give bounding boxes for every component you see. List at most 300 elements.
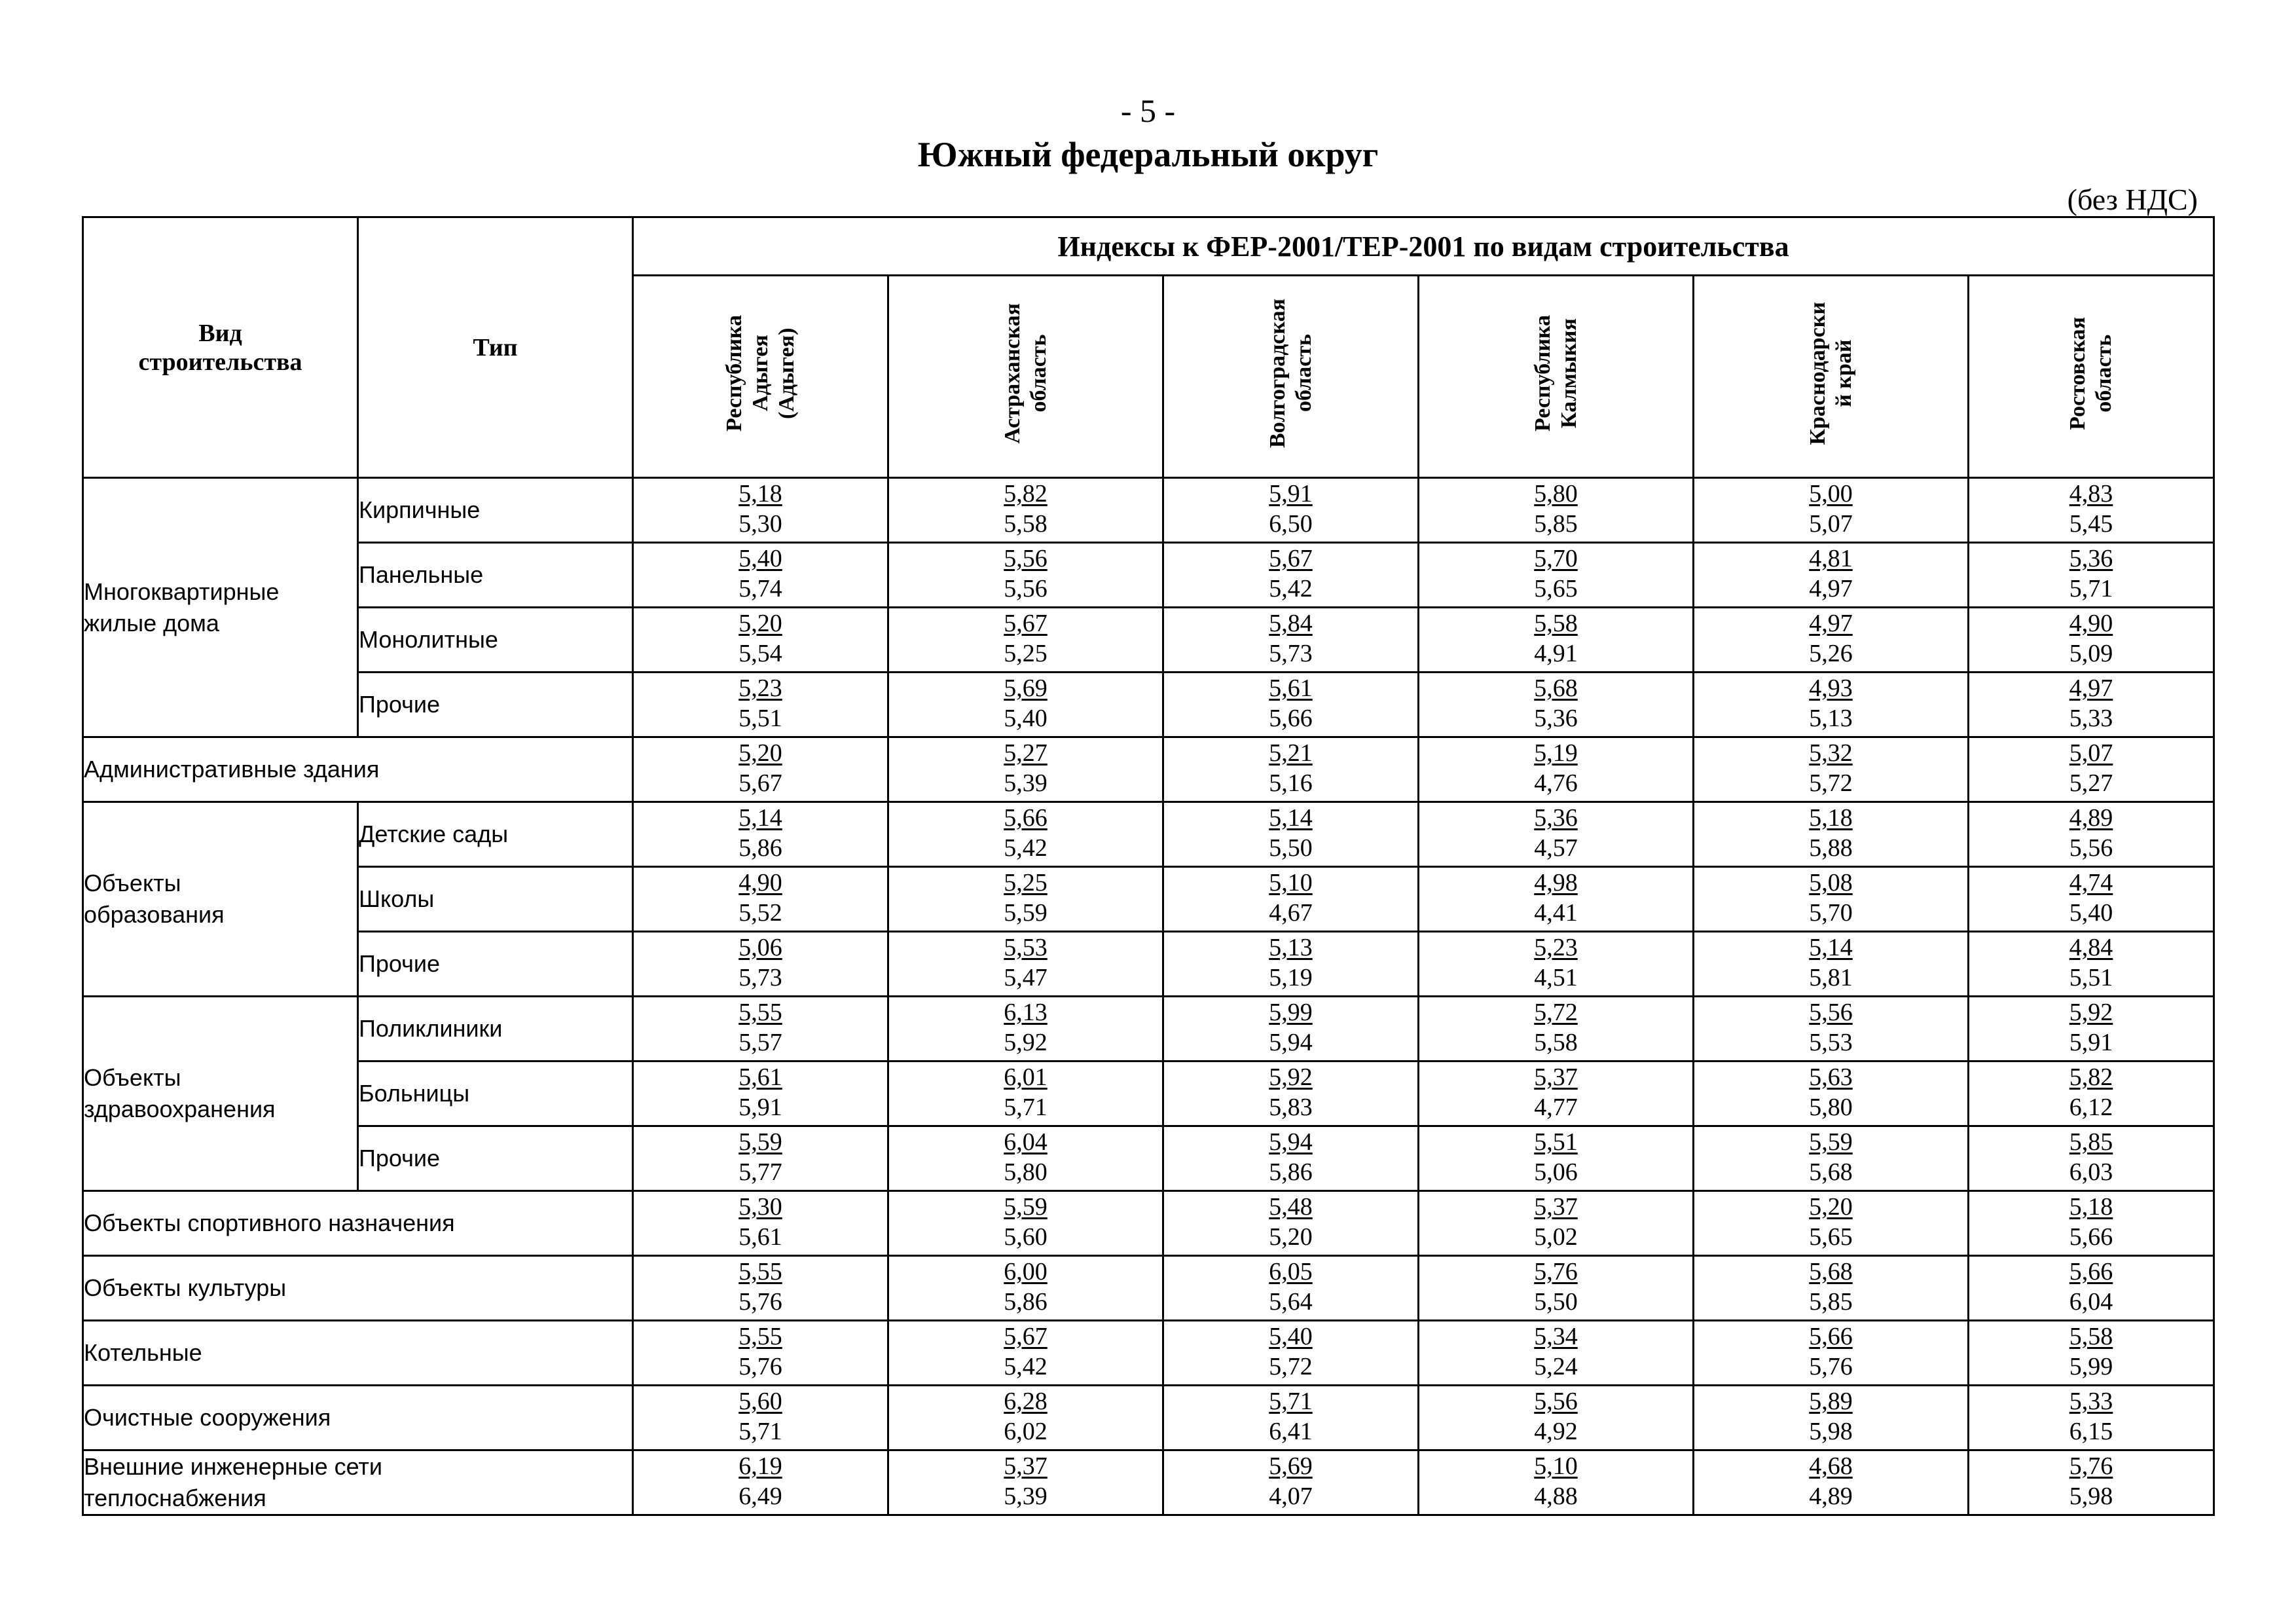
index-ter-value: 5,24 bbox=[1534, 1353, 1578, 1380]
index-ter-value: 5,27 bbox=[2069, 769, 2113, 797]
index-cell bbox=[1163, 608, 1419, 673]
type-cell: Школы bbox=[358, 867, 633, 932]
construction-kind-cell bbox=[83, 802, 358, 997]
index-ter-value: 5,52 bbox=[738, 899, 782, 927]
index-ter-value: 5,66 bbox=[2069, 1223, 2113, 1251]
index-ter-value: 6,03 bbox=[2069, 1158, 2113, 1186]
index-ter-value: 5,76 bbox=[738, 1288, 782, 1316]
region-name-line: Республика bbox=[1530, 315, 1555, 432]
index-fer-value: 4,89 bbox=[2069, 804, 2113, 832]
index-cell bbox=[1969, 1126, 2214, 1191]
index-ter-value: 5,64 bbox=[1269, 1288, 1313, 1316]
index-cell bbox=[1419, 737, 1694, 802]
index-ter-value: 5,45 bbox=[2069, 510, 2113, 538]
index-ter-value: 5,65 bbox=[1534, 575, 1578, 602]
index-cell bbox=[1969, 1321, 2214, 1386]
index-ter-value: 5,85 bbox=[1809, 1288, 1853, 1316]
table-row bbox=[83, 737, 2214, 802]
index-ter-value: 5,73 bbox=[738, 964, 782, 991]
table-row bbox=[83, 1256, 2214, 1321]
index-ter-value: 5,86 bbox=[1269, 1158, 1313, 1186]
region-header bbox=[1694, 276, 1969, 478]
index-fer-value: 5,33 bbox=[2069, 1388, 2113, 1415]
region-name-line: Ростовская bbox=[2066, 316, 2090, 430]
index-fer-value: 6,19 bbox=[738, 1452, 782, 1480]
type-cell: Прочие bbox=[358, 673, 633, 737]
index-ter-value: 6,49 bbox=[738, 1483, 782, 1510]
index-cell bbox=[633, 802, 888, 867]
index-cell bbox=[1419, 608, 1694, 673]
index-cell bbox=[1969, 1450, 2214, 1515]
index-ter-value: 5,80 bbox=[1004, 1158, 1048, 1186]
index-fer-value: 5,18 bbox=[1809, 804, 1853, 832]
index-fer-value: 5,51 bbox=[1534, 1128, 1578, 1156]
index-fer-value: 5,61 bbox=[1269, 674, 1313, 702]
index-ter-value: 5,19 bbox=[1269, 964, 1313, 991]
index-fer-value: 5,19 bbox=[1534, 739, 1578, 767]
index-cell bbox=[633, 1450, 888, 1515]
header-construction-kind-line: строительства bbox=[138, 348, 302, 376]
index-cell bbox=[633, 1256, 888, 1321]
index-cell bbox=[1163, 673, 1419, 737]
type-cell: Поликлиники bbox=[358, 997, 633, 1061]
index-fer-value: 5,37 bbox=[1534, 1193, 1578, 1221]
construction-kind-line: Объекты спортивного назначения bbox=[84, 1209, 455, 1236]
index-ter-value: 5,58 bbox=[1004, 510, 1048, 538]
index-cell bbox=[1419, 1061, 1694, 1126]
index-ter-value: 5,42 bbox=[1004, 834, 1048, 862]
index-cell bbox=[1694, 543, 1969, 608]
index-fer-value: 5,68 bbox=[1809, 1258, 1853, 1285]
type-cell: Монолитные bbox=[358, 608, 633, 673]
index-cell bbox=[888, 1321, 1163, 1386]
index-fer-value: 5,37 bbox=[1534, 1063, 1578, 1091]
index-ter-value: 5,81 bbox=[1809, 964, 1853, 991]
index-cell bbox=[1969, 1191, 2214, 1256]
index-ter-value: 5,58 bbox=[1534, 1029, 1578, 1056]
index-fer-value: 5,84 bbox=[1269, 610, 1313, 637]
index-ter-value: 5,39 bbox=[1004, 769, 1048, 797]
index-cell bbox=[1419, 673, 1694, 737]
index-cell bbox=[1694, 1321, 1969, 1386]
index-ter-value: 5,33 bbox=[2069, 705, 2113, 732]
index-cell bbox=[1163, 543, 1419, 608]
index-fer-value: 5,40 bbox=[1269, 1323, 1313, 1350]
index-ter-value: 5,20 bbox=[1269, 1223, 1313, 1251]
index-cell bbox=[1163, 1256, 1419, 1321]
index-fer-value: 5,32 bbox=[1809, 739, 1853, 767]
index-fer-value: 5,82 bbox=[1004, 480, 1048, 507]
index-fer-value: 4,83 bbox=[2069, 480, 2113, 507]
index-fer-value: 5,76 bbox=[1534, 1258, 1578, 1285]
index-fer-value: 5,14 bbox=[1269, 804, 1313, 832]
construction-kind-cell bbox=[83, 1256, 633, 1321]
index-cell bbox=[1163, 1450, 1419, 1515]
index-fer-value: 4,68 bbox=[1809, 1452, 1853, 1480]
index-fer-value: 6,04 bbox=[1004, 1128, 1048, 1156]
region-name bbox=[1000, 303, 1052, 444]
index-cell bbox=[1694, 673, 1969, 737]
region-name bbox=[721, 315, 800, 432]
construction-kind-line: здравоохранения bbox=[84, 1096, 276, 1122]
table-row bbox=[83, 867, 2214, 932]
index-fer-value: 4,74 bbox=[2069, 869, 2113, 896]
region-name-line: Адыгея bbox=[748, 335, 773, 412]
index-cell bbox=[1163, 802, 1419, 867]
index-cell bbox=[1694, 1450, 1969, 1515]
index-fer-value: 5,80 bbox=[1534, 480, 1578, 507]
index-ter-value: 6,50 bbox=[1269, 510, 1313, 538]
index-ter-value: 5,83 bbox=[1269, 1094, 1313, 1121]
table-row bbox=[83, 932, 2214, 997]
index-cell bbox=[1163, 867, 1419, 932]
type-cell: Панельные bbox=[358, 543, 633, 608]
index-fer-value: 5,36 bbox=[2069, 545, 2113, 572]
index-cell bbox=[1419, 1386, 1694, 1450]
region-name-line: Краснодарски bbox=[1805, 301, 1830, 445]
index-cell bbox=[633, 543, 888, 608]
index-cell bbox=[1694, 1256, 1969, 1321]
region-name-line: Астраханская bbox=[1000, 303, 1025, 444]
index-fer-value: 5,40 bbox=[738, 545, 782, 572]
index-fer-value: 5,21 bbox=[1269, 739, 1313, 767]
index-ter-value: 5,42 bbox=[1269, 575, 1313, 602]
index-cell bbox=[633, 867, 888, 932]
index-fer-value: 5,07 bbox=[2069, 739, 2113, 767]
region-name-line: Калмыкия bbox=[1556, 318, 1581, 428]
index-cell bbox=[633, 1321, 888, 1386]
index-cell bbox=[1694, 932, 1969, 997]
index-cell bbox=[888, 932, 1163, 997]
index-ter-value: 5,72 bbox=[1269, 1353, 1313, 1380]
index-fer-value: 5,27 bbox=[1004, 739, 1048, 767]
index-fer-value: 5,72 bbox=[1534, 999, 1578, 1026]
index-ter-value: 5,80 bbox=[1809, 1094, 1853, 1121]
index-cell bbox=[1163, 1191, 1419, 1256]
table-row bbox=[83, 1061, 2214, 1126]
index-ter-value: 4,07 bbox=[1269, 1483, 1313, 1510]
index-cell bbox=[888, 1256, 1163, 1321]
index-cell bbox=[1163, 1321, 1419, 1386]
index-cell bbox=[1969, 932, 2214, 997]
index-ter-value: 5,06 bbox=[1534, 1158, 1578, 1186]
index-ter-value: 5,85 bbox=[1534, 510, 1578, 538]
index-ter-value: 5,53 bbox=[1809, 1029, 1853, 1056]
table-row bbox=[83, 1321, 2214, 1386]
index-ter-value: 5,39 bbox=[1004, 1483, 1048, 1510]
index-fer-value: 6,01 bbox=[1004, 1063, 1048, 1091]
index-fer-value: 5,59 bbox=[1809, 1128, 1853, 1156]
index-cell bbox=[1419, 867, 1694, 932]
index-cell bbox=[1419, 1321, 1694, 1386]
index-cell bbox=[1694, 1386, 1969, 1450]
index-fer-value: 5,18 bbox=[738, 480, 782, 507]
index-fer-value: 6,28 bbox=[1004, 1388, 1048, 1415]
index-fer-value: 5,68 bbox=[1534, 674, 1578, 702]
index-ter-value: 4,51 bbox=[1534, 964, 1578, 991]
index-fer-value: 5,66 bbox=[2069, 1258, 2113, 1285]
index-ter-value: 5,09 bbox=[2069, 640, 2113, 667]
index-ter-value: 4,92 bbox=[1534, 1418, 1578, 1445]
index-ter-value: 5,56 bbox=[1004, 575, 1048, 602]
type-cell: Кирпичные bbox=[358, 478, 633, 543]
index-ter-value: 5,74 bbox=[738, 575, 782, 602]
index-ter-value: 5,99 bbox=[2069, 1353, 2113, 1380]
index-fer-value: 5,76 bbox=[2069, 1452, 2113, 1480]
index-fer-value: 5,82 bbox=[2069, 1063, 2113, 1091]
index-cell bbox=[1163, 1386, 1419, 1450]
construction-kind-line: Административные здания bbox=[84, 756, 380, 783]
index-ter-value: 5,73 bbox=[1269, 640, 1313, 667]
index-cell bbox=[1419, 1450, 1694, 1515]
index-cell bbox=[888, 608, 1163, 673]
index-ter-value: 5,02 bbox=[1534, 1223, 1578, 1251]
index-cell bbox=[1419, 932, 1694, 997]
index-fer-value: 5,37 bbox=[1004, 1452, 1048, 1480]
index-cell bbox=[1969, 867, 2214, 932]
index-cell bbox=[1969, 1061, 2214, 1126]
index-ter-value: 5,40 bbox=[1004, 705, 1048, 732]
type-cell: Прочие bbox=[358, 1126, 633, 1191]
construction-kind-line: теплоснабжения bbox=[84, 1485, 266, 1511]
index-cell bbox=[1419, 997, 1694, 1061]
construction-kind-cell bbox=[83, 1450, 633, 1515]
index-ter-value: 5,86 bbox=[1004, 1288, 1048, 1316]
header-type: Тип bbox=[358, 217, 633, 478]
index-fer-value: 5,67 bbox=[1004, 1323, 1048, 1350]
table-row bbox=[83, 997, 2214, 1061]
index-fer-value: 5,69 bbox=[1004, 674, 1048, 702]
construction-kind-cell bbox=[83, 1191, 633, 1256]
index-cell bbox=[1969, 1256, 2214, 1321]
index-fer-value: 5,10 bbox=[1269, 869, 1313, 896]
region-header bbox=[633, 276, 888, 478]
index-ter-value: 5,71 bbox=[1004, 1094, 1048, 1121]
index-cell bbox=[1419, 543, 1694, 608]
index-ter-value: 5,76 bbox=[738, 1353, 782, 1380]
page-title: Южный федеральный округ bbox=[917, 135, 1379, 174]
index-ter-value: 5,71 bbox=[2069, 575, 2113, 602]
index-fer-value: 5,59 bbox=[1004, 1193, 1048, 1221]
index-ter-value: 4,67 bbox=[1269, 899, 1313, 927]
index-ter-value: 5,91 bbox=[2069, 1029, 2113, 1056]
index-fer-value: 5,36 bbox=[1534, 804, 1578, 832]
index-fer-value: 5,30 bbox=[738, 1193, 782, 1221]
region-name-line: область bbox=[1291, 334, 1316, 413]
index-ter-value: 4,57 bbox=[1534, 834, 1578, 862]
index-ter-value: 4,89 bbox=[1809, 1483, 1853, 1510]
index-ter-value: 5,54 bbox=[738, 640, 782, 667]
index-fer-value: 5,70 bbox=[1534, 545, 1578, 572]
region-header bbox=[1163, 276, 1419, 478]
index-fer-value: 5,14 bbox=[1809, 934, 1853, 961]
table-row bbox=[83, 478, 2214, 543]
vat-note: (без НДС) bbox=[2067, 183, 2198, 216]
index-ter-value: 5,66 bbox=[1269, 705, 1313, 732]
index-fer-value: 5,92 bbox=[2069, 999, 2113, 1026]
index-cell bbox=[1419, 1126, 1694, 1191]
index-cell bbox=[1419, 1191, 1694, 1256]
index-ter-value: 5,51 bbox=[738, 705, 782, 732]
index-ter-value: 5,51 bbox=[2069, 964, 2113, 991]
index-cell bbox=[1694, 737, 1969, 802]
table-body bbox=[83, 478, 2214, 1515]
index-cell bbox=[888, 673, 1163, 737]
index-cell bbox=[1419, 802, 1694, 867]
index-cell bbox=[633, 478, 888, 543]
index-cell bbox=[1694, 802, 1969, 867]
index-cell bbox=[888, 1191, 1163, 1256]
index-fer-value: 5,06 bbox=[738, 934, 782, 961]
index-fer-value: 5,13 bbox=[1269, 934, 1313, 961]
index-ter-value: 5,59 bbox=[1004, 899, 1048, 927]
index-cell bbox=[633, 1061, 888, 1126]
index-cell bbox=[1969, 737, 2214, 802]
index-cell bbox=[888, 543, 1163, 608]
index-ter-value: 5,98 bbox=[1809, 1418, 1853, 1445]
index-cell bbox=[1694, 997, 1969, 1061]
index-ter-value: 4,77 bbox=[1534, 1094, 1578, 1121]
construction-kind-line: Объекты bbox=[84, 1064, 181, 1091]
index-fer-value: 5,58 bbox=[1534, 610, 1578, 637]
index-ter-value: 5,50 bbox=[1534, 1288, 1578, 1316]
index-ter-value: 5,13 bbox=[1809, 705, 1853, 732]
index-fer-value: 5,56 bbox=[1809, 999, 1853, 1026]
index-cell bbox=[888, 802, 1163, 867]
table-row bbox=[83, 543, 2214, 608]
index-fer-value: 4,93 bbox=[1809, 674, 1853, 702]
region-name-line: Республика bbox=[721, 315, 746, 432]
index-fer-value: 5,71 bbox=[1269, 1388, 1313, 1415]
index-fer-value: 5,99 bbox=[1269, 999, 1313, 1026]
table-row bbox=[83, 1126, 2214, 1191]
index-ter-value: 5,40 bbox=[2069, 899, 2113, 927]
construction-kind-line: образования bbox=[84, 901, 225, 928]
index-fer-value: 4,90 bbox=[2069, 610, 2113, 637]
index-fer-value: 4,90 bbox=[738, 869, 782, 896]
table-row bbox=[83, 1450, 2214, 1515]
index-cell bbox=[888, 478, 1163, 543]
region-name-line: область bbox=[1026, 334, 1051, 413]
construction-kind-cell bbox=[83, 997, 358, 1191]
index-ter-value: 4,91 bbox=[1534, 640, 1578, 667]
index-cell bbox=[1163, 478, 1419, 543]
header-indices: Индексы к ФЕР-2001/ТЕР-2001 по видам строительства bbox=[633, 217, 2214, 276]
index-ter-value: 4,41 bbox=[1534, 899, 1578, 927]
index-ter-value: 5,30 bbox=[738, 510, 782, 538]
index-fer-value: 4,81 bbox=[1809, 545, 1853, 572]
index-ter-value: 4,97 bbox=[1809, 575, 1853, 602]
header-construction-kind bbox=[83, 217, 358, 478]
index-cell bbox=[1419, 478, 1694, 543]
index-cell bbox=[633, 737, 888, 802]
index-fer-value: 5,56 bbox=[1004, 545, 1048, 572]
index-ter-value: 5,98 bbox=[2069, 1483, 2113, 1510]
index-fer-value: 5,34 bbox=[1534, 1323, 1578, 1350]
index-ter-value: 5,67 bbox=[738, 769, 782, 797]
construction-kind-line: Котельные bbox=[84, 1339, 202, 1366]
index-cell bbox=[633, 1191, 888, 1256]
index-fer-value: 5,55 bbox=[738, 999, 782, 1026]
index-cell bbox=[1419, 1256, 1694, 1321]
index-fer-value: 5,89 bbox=[1809, 1388, 1853, 1415]
index-fer-value: 5,14 bbox=[738, 804, 782, 832]
index-ter-value: 5,68 bbox=[1809, 1158, 1853, 1186]
index-fer-value: 4,84 bbox=[2069, 934, 2113, 961]
type-cell: Больницы bbox=[358, 1061, 633, 1126]
index-ter-value: 5,50 bbox=[1269, 834, 1313, 862]
index-fer-value: 5,23 bbox=[1534, 934, 1578, 961]
index-cell bbox=[1969, 543, 2214, 608]
construction-kind-line: жилые дома bbox=[84, 609, 219, 637]
index-fer-value: 5,91 bbox=[1269, 480, 1313, 507]
index-fer-value: 5,23 bbox=[738, 674, 782, 702]
table-row bbox=[83, 802, 2214, 867]
index-ter-value: 5,71 bbox=[738, 1418, 782, 1445]
index-cell bbox=[888, 1126, 1163, 1191]
index-cell bbox=[633, 1386, 888, 1450]
index-ter-value: 5,76 bbox=[1809, 1353, 1853, 1380]
index-ter-value: 6,04 bbox=[2069, 1288, 2113, 1316]
index-cell bbox=[1969, 1386, 2214, 1450]
header-construction-kind-line: Вид bbox=[198, 319, 242, 347]
index-cell bbox=[1163, 737, 1419, 802]
construction-kind-line: Объекты культуры bbox=[84, 1274, 287, 1301]
index-cell bbox=[1969, 478, 2214, 543]
page-number: - 5 - bbox=[1120, 92, 1176, 129]
index-cell bbox=[1163, 1061, 1419, 1126]
index-fer-value: 5,55 bbox=[738, 1258, 782, 1285]
index-table bbox=[82, 216, 2215, 1516]
index-fer-value: 5,61 bbox=[738, 1063, 782, 1091]
index-fer-value: 5,20 bbox=[1809, 1193, 1853, 1221]
index-cell bbox=[888, 1061, 1163, 1126]
index-cell bbox=[1163, 1126, 1419, 1191]
index-ter-value: 5,65 bbox=[1809, 1223, 1853, 1251]
index-fer-value: 5,10 bbox=[1534, 1452, 1578, 1480]
index-ter-value: 6,41 bbox=[1269, 1418, 1313, 1445]
index-fer-value: 4,97 bbox=[2069, 674, 2113, 702]
index-fer-value: 5,08 bbox=[1809, 869, 1853, 896]
index-cell bbox=[1694, 867, 1969, 932]
index-fer-value: 5,58 bbox=[2069, 1323, 2113, 1350]
construction-kind-line: Объекты bbox=[84, 870, 181, 896]
index-ter-value: 6,12 bbox=[2069, 1094, 2113, 1121]
index-cell bbox=[1694, 1061, 1969, 1126]
index-ter-value: 4,88 bbox=[1534, 1483, 1578, 1510]
region-name-line: (Адыгея) bbox=[774, 327, 799, 419]
index-ter-value: 5,88 bbox=[1809, 834, 1853, 862]
index-fer-value: 5,00 bbox=[1809, 480, 1853, 507]
construction-kind-line: Внешние инженерные сети bbox=[84, 1453, 383, 1480]
region-name bbox=[1805, 302, 1857, 445]
index-fer-value: 5,92 bbox=[1269, 1063, 1313, 1091]
index-fer-value: 5,85 bbox=[2069, 1128, 2113, 1156]
construction-kind-cell bbox=[83, 1386, 633, 1450]
region-name-line: й край bbox=[1831, 339, 1856, 407]
type-cell: Детские сады bbox=[358, 802, 633, 867]
index-fer-value: 5,25 bbox=[1004, 869, 1048, 896]
index-ter-value: 5,16 bbox=[1269, 769, 1313, 797]
index-ter-value: 5,86 bbox=[738, 834, 782, 862]
region-name bbox=[1265, 299, 1317, 448]
index-fer-value: 6,00 bbox=[1004, 1258, 1048, 1285]
index-ter-value: 5,61 bbox=[738, 1223, 782, 1251]
construction-kind-cell bbox=[83, 737, 633, 802]
index-ter-value: 5,56 bbox=[2069, 834, 2113, 862]
index-cell bbox=[1163, 997, 1419, 1061]
index-cell bbox=[888, 1386, 1163, 1450]
